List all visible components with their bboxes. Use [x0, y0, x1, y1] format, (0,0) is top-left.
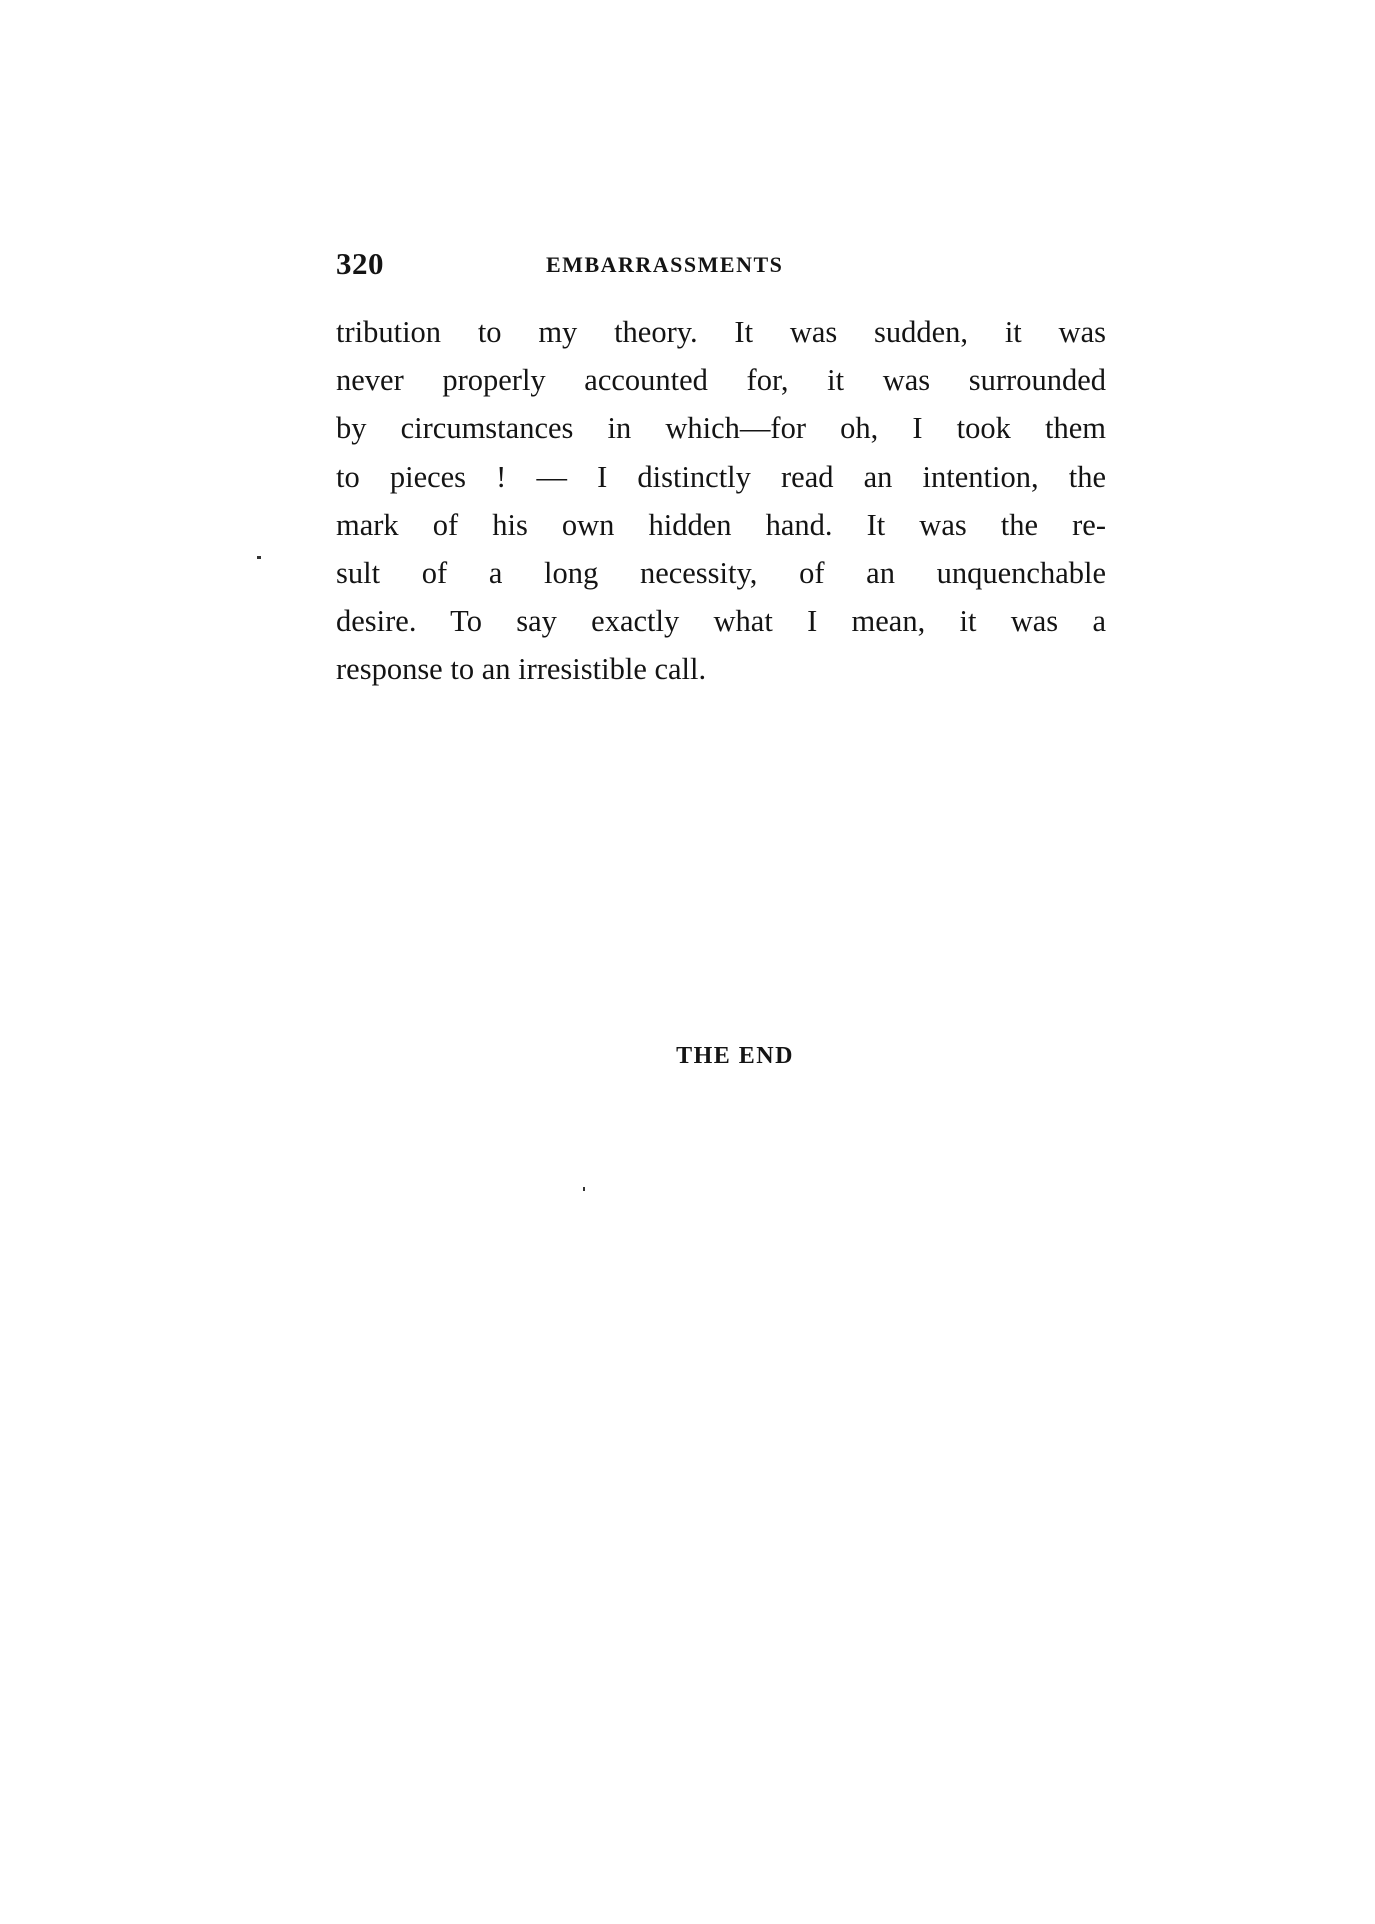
text-line: to pieces ! — I distinctly read an intention, the: [336, 459, 1106, 494]
the-end-label: THE END: [676, 1043, 794, 1069]
text-line: response to an irresistible call.: [336, 652, 707, 687]
text-line: desire. To say exactly what I mean, it was a: [336, 604, 1106, 639]
text-line: tribution to my theory. It was sudden, it was: [336, 315, 1106, 349]
page-number: 320: [336, 246, 384, 281]
running-title: EMBARRASSMENTS: [546, 252, 784, 277]
text-line: mark of his own hidden hand. It was the re-: [336, 507, 1106, 542]
running-head: [336, 246, 1106, 286]
print-speck: [583, 1187, 585, 1191]
text-line: sult of a long necessity, of an unquenchable: [336, 555, 1106, 590]
text-line: by circumstances in which—for oh, I took them: [336, 411, 1106, 446]
text-line: never properly accounted for, it was surrounded: [336, 363, 1106, 398]
body-text: [336, 308, 1106, 694]
print-speck: [257, 556, 261, 559]
